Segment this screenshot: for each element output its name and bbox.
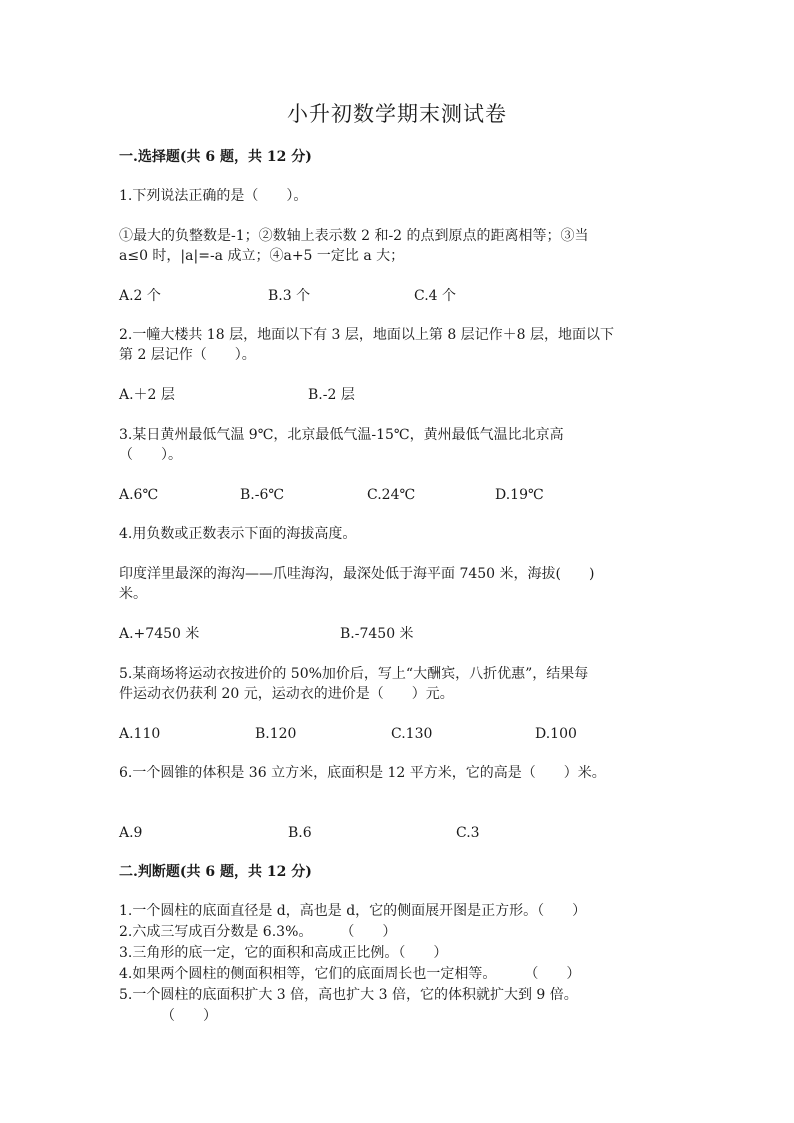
question-1-option-a: A.2 个 (119, 288, 161, 304)
question-5-text-line1: 5.某商场将运动衣按进价的 50%加价后，写上“大酬宾，八折优惠”，结果每 (119, 666, 589, 682)
question-5-option-d: D.100 (535, 726, 577, 742)
question-4-stem: 4.用负数或正数表示下面的海拔高度。 (119, 526, 357, 542)
question-6-option-b: B.6 (288, 825, 312, 841)
question-6-stem: 6.一个圆锥的体积是 36 立方米，底面积是 12 平方米，它的高是（ ）米。 (119, 765, 606, 781)
question-4-option-a: A.+7450 米 (119, 626, 200, 642)
question-3-text-line2: （ ）。 (119, 447, 182, 463)
question-1-stem: 1.下列说法正确的是（ ）。 (119, 188, 308, 204)
judgement-item-5: 5.一个圆柱的底面积扩大 3 倍，高也扩大 3 倍，它的体积就扩大到 9 倍。 (119, 987, 578, 1003)
judgement-item-1: 1.一个圆柱的底面直径是 d，高也是 d，它的侧面展开图是正方形。（ ） (119, 903, 587, 919)
question-4-text-line2: 米。 (119, 586, 147, 602)
question-5-text-line2: 件运动衣仍获利 20 元，运动衣的进价是（ ）元。 (119, 686, 454, 702)
question-5-option-b: B.120 (255, 726, 297, 742)
question-1-text-line2: a≤0 时，|a|=-a 成立；④a+5 一定比 a 大； (119, 248, 405, 264)
page-title: 小升初数学期末测试卷 (287, 102, 507, 126)
question-4-text-line1: 印度洋里最深的海沟——爪哇海沟，最深处低于海平面 7450 米，海拔( ) (119, 566, 595, 582)
judgement-item-4: 4.如果两个圆柱的侧面积相等，它们的底面周长也一定相等。 （ ） (119, 966, 581, 982)
question-1-text-line1: ①最大的负整数是-1；②数轴上表示数 2 和-2 的点到原点的距离相等；③当 (119, 228, 589, 244)
question-2-text-line2: 第 2 层记作（ ）。 (119, 347, 256, 363)
question-3-option-c: C.24℃ (367, 487, 416, 503)
question-2-text-line1: 2.一幢大楼共 18 层，地面以下有 3 层，地面以上第 8 层记作＋8 层，地面以下 (119, 327, 615, 343)
question-2-option-a: A.＋2 层 (119, 387, 175, 403)
section-heading-choice: 一.选择题(共 6 题，共 12 分) (119, 149, 312, 165)
question-5-option-a: A.110 (119, 726, 161, 742)
question-6-option-c: C.3 (456, 825, 480, 841)
question-1-option-c: C.4 个 (414, 288, 457, 304)
question-4-option-b: B.-7450 米 (340, 626, 414, 642)
section-heading-judgement: 二.判断题(共 6 题，共 12 分) (119, 864, 312, 880)
question-3-option-b: B.-6℃ (240, 487, 285, 503)
question-3-text-line1: 3.某日黄州最低气温 9℃，北京最低气温-15℃，黄州最低气温比北京高 (119, 427, 564, 443)
question-3-option-a: A.6℃ (119, 487, 159, 503)
question-2-option-b: B.-2 层 (308, 387, 355, 403)
judgement-item-5-blank: （ ） (161, 1008, 217, 1024)
question-5-option-c: C.130 (391, 726, 433, 742)
judgement-item-3: 3.三角形的底一定，它的面积和高成正比例。（ ） (119, 945, 448, 961)
judgement-item-2: 2.六成三写成百分数是 6.3%。 （ ） (119, 924, 397, 940)
question-3-option-d: D.19℃ (495, 487, 544, 503)
question-1-option-b: B.3 个 (268, 288, 311, 304)
question-6-option-a: A.9 (119, 825, 143, 841)
